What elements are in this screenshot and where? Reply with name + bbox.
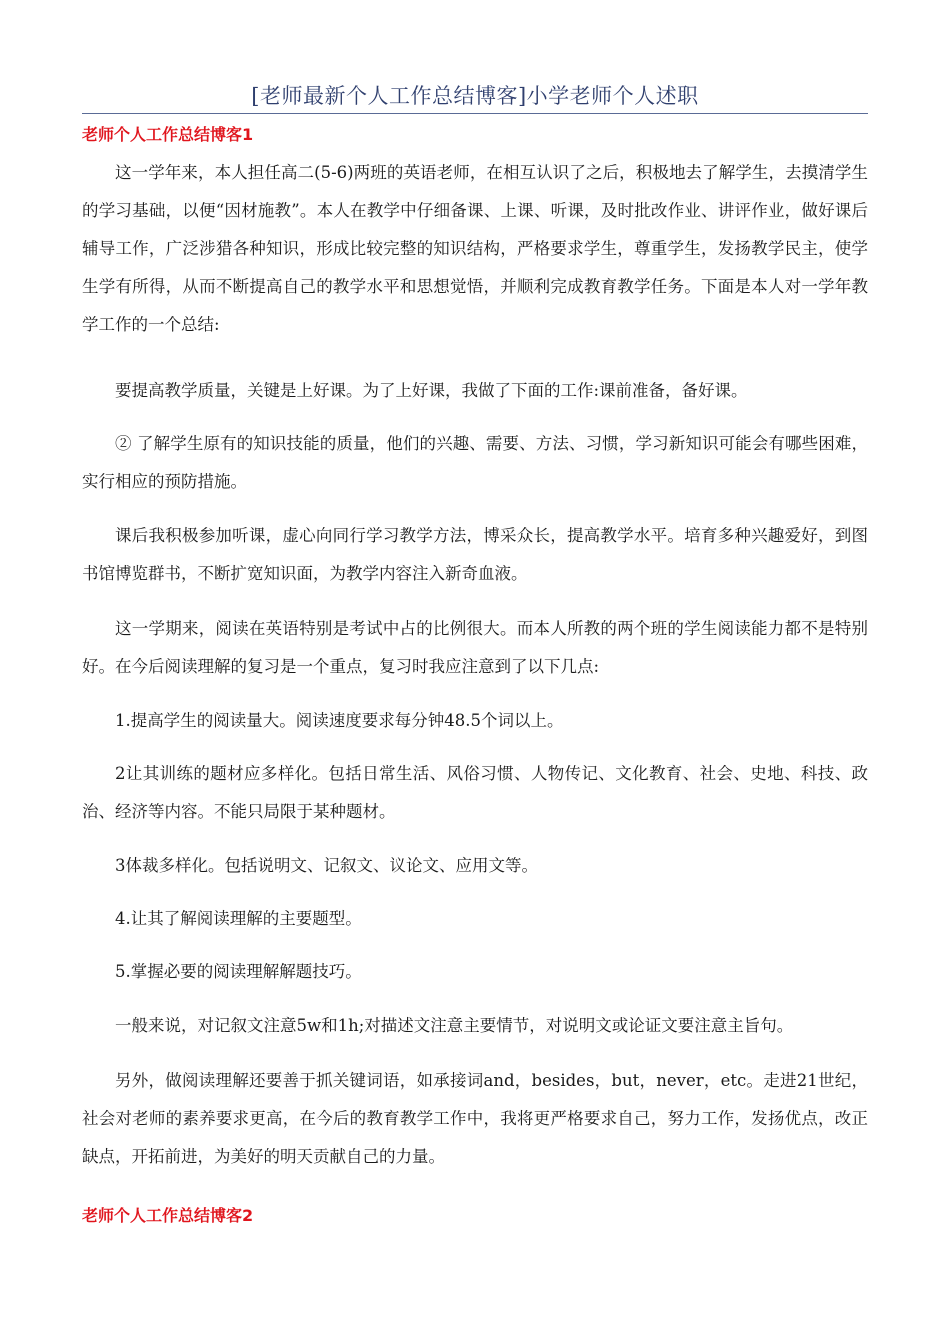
- paragraph-student-knowledge: ② 了解学生原有的知识技能的质量，他们的兴趣、需要、方法、习惯，学习新知识可能会有哪些困难，实行相应的预防措施。: [82, 434, 868, 491]
- list-item-2: 2让其训练的题材应多样化。包括日常生活、风俗习惯、人物传记、文化教育、社会、史地、科技、政治、经济等内容。不能只局限于某种题材。: [82, 764, 868, 821]
- list-item-3: 3体裁多样化。包括说明文、记叙文、议论文、应用文等。: [115, 856, 538, 875]
- title-underline: [82, 113, 868, 114]
- paragraph-conclusion: 另外，做阅读理解还要善于抓关键词语，如承接词and，besides，but，never，etc。走进21世纪，社会对老师的素养要求更高，在今后的教育教学工作中，我将更严格要求自己，努力工作，发扬优点，改正缺点，开拓前进，为美好的明天贡献自己的力量。: [82, 1071, 868, 1166]
- section-heading-2: 老师个人工作总结博客2: [82, 1206, 254, 1225]
- list-item-4: 4.让其了解阅读理解的主要题型。: [115, 909, 362, 928]
- paragraph-reading: 这一学期来，阅读在英语特别是考试中占的比例很大。而本人所教的两个班的学生阅读能力都不是特别好。在今后阅读理解的复习是一个重点，复习时我应注意到了以下几点:: [82, 619, 868, 676]
- paragraph-after-class: 课后我积极参加听课，虚心向同行学习教学方法，博采众长，提高教学水平。培育多种兴趣爱好，到图书馆博览群书，不断扩宽知识面，为教学内容注入新奇血液。: [82, 526, 868, 583]
- section-heading-1: 老师个人工作总结博客1: [82, 125, 254, 144]
- paragraph-intro: 这一学年来，本人担任高二(5-6)两班的英语老师，在相互认识了之后，积极地去了解学生，去摸清学生的学习基础，以便“因材施教”。本人在教学中仔细备课、上课、听课，及时批改作业、讲评作业，做好课后辅导工作，广泛涉猎各种知识，形成比较完整的知识结构，严格要求学生，尊重学生，发扬教学民主，使学生学有所得，从而不断提高自己的教学水平和思想觉悟，并顺利完成教育教学任务。下面是本人对一学年教学工作的一个总结:: [82, 163, 868, 334]
- document-title: [老师最新个人工作总结博客]小学老师个人述职: [251, 84, 699, 108]
- paragraph-lesson-prep: 要提高教学质量，关键是上好课。为了上好课，我做了下面的工作:课前准备，备好课。: [115, 381, 748, 400]
- list-item-1: 1.提高学生的阅读量大。阅读速度要求每分钟48.5个词以上。: [115, 711, 564, 730]
- list-item-5: 5.掌握必要的阅读理解解题技巧。: [115, 962, 362, 981]
- paragraph-genre-tips: 一般来说，对记叙文注意5w和1h;对描述文注意主要情节，对说明文或论证文要注意主旨句。: [115, 1016, 794, 1035]
